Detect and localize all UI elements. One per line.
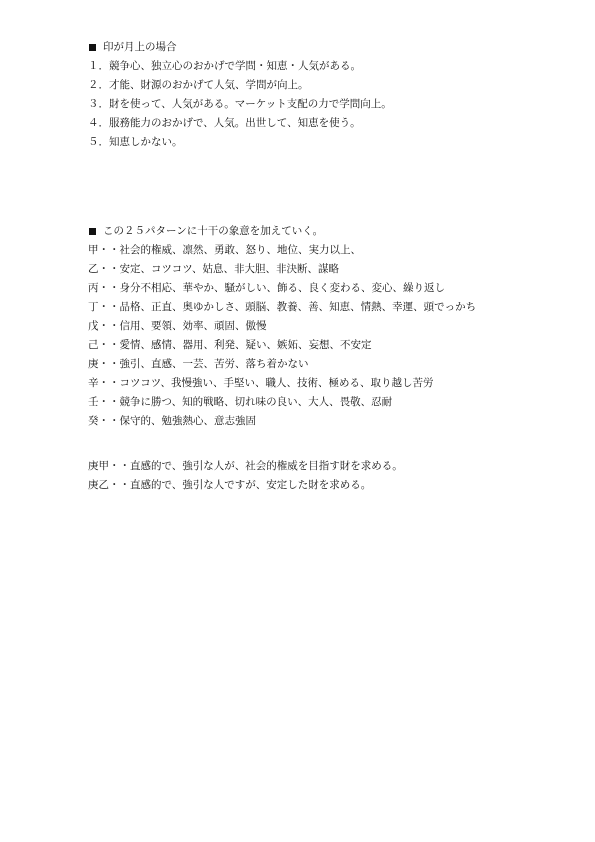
section1-heading — [88, 38, 568, 57]
black-square-bullet-icon — [89, 44, 96, 51]
stem-item-mizunoto: 癸・・保守的、勉強熱心、意志強固 — [88, 415, 256, 427]
stem-item-tsuchinoe: 戊・・信用、要領、効率、頑固、傲慢 — [88, 320, 267, 332]
stem-item-kinoto: 乙・・安定、コツコツ、姑息、非大胆、非決断、謀略 — [88, 263, 340, 275]
section1-item-1: １．競争心、独立心のおかげで学問・知恵・人気がある。 — [88, 60, 361, 72]
section1-heading-text: 印が月上の場合 — [103, 41, 177, 53]
combination-item-koukou: 庚甲・・直感的で、強引な人が、社会的権威を目指す財を求める。 — [88, 460, 403, 472]
section2-heading — [88, 222, 568, 241]
black-square-bullet-icon — [89, 228, 96, 235]
section1-item-4: ４．服務能力のおかげで、人気。出世して、知恵を使う。 — [88, 117, 361, 129]
section-jikkan-symbols — [88, 222, 568, 431]
combination-item-kouotsu: 庚乙・・直感的で、強引な人ですが、安定した財を求める。 — [88, 479, 372, 491]
stem-item-kanoe: 庚・・強引、直感、一芸、苦労、落ち着かない — [88, 358, 309, 370]
section-combinations — [88, 457, 568, 495]
section-inju-on-month — [88, 38, 568, 152]
section1-item-5: ５．知恵しかない。 — [88, 136, 183, 148]
section2-heading-text: この２５パターンに十干の象意を加えていく。 — [103, 225, 324, 237]
stem-item-mizunoe: 壬・・競争に勝つ、知的戦略、切れ味の良い、大人、畏敬、忍耐 — [88, 396, 393, 408]
section1-item-3: ３．財を使って、人気がある。マーケット支配の力で学問向上。 — [88, 98, 392, 110]
stem-item-tsuchinoto: 己・・愛情、感情、器用、利発、疑い、嫉妬、妄想、不安定 — [88, 339, 372, 351]
stem-item-kinoe: 甲・・社会的権威、凛然、勇敢、怒り、地位、実力以上、 — [88, 244, 361, 256]
stem-item-hinoto: 丁・・品格、正直、奥ゆかしさ、頭脳、教養、善、知恵、情熱、幸運、頭でっかち — [88, 301, 477, 313]
stem-item-hinoe: 丙・・身分不相応、華やか、騒がしい、飾る、良く変わる、変心、繰り返し — [88, 282, 445, 294]
stem-item-kanoto: 辛・・コツコツ、我慢強い、手堅い、職人、技術、極める、取り越し苦労 — [88, 377, 434, 389]
section1-item-2: ２．才能、財源のおかげて人気、学問が向上。 — [88, 79, 309, 91]
